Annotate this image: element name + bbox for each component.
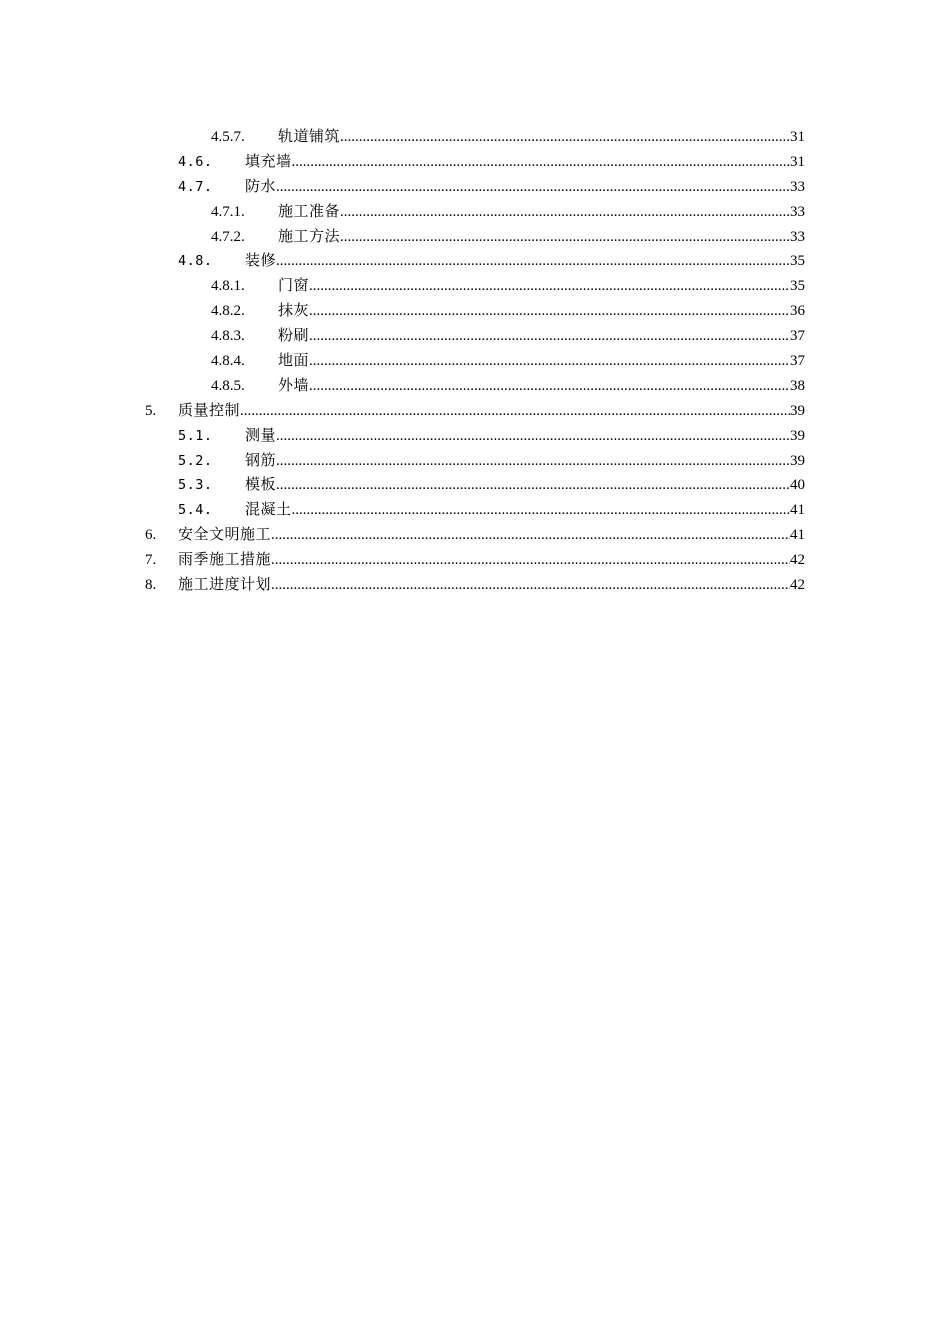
toc-entry-page: 38 — [790, 377, 805, 394]
toc-dot-leader — [309, 299, 790, 324]
toc-entry-number: 5.3. — [178, 477, 213, 494]
toc-entry-4-8-3[interactable] — [0, 324, 950, 349]
toc-entry-title: 抹灰 — [278, 303, 310, 320]
toc-entry-number: 5. — [145, 402, 157, 419]
toc-entry-title: 钢筋 — [245, 452, 277, 469]
toc-entry-title: 外墙 — [278, 377, 310, 394]
table-of-contents — [0, 125, 950, 598]
toc-entry-4-6[interactable] — [0, 150, 950, 175]
toc-entry-title: 粉刷 — [278, 328, 310, 345]
toc-entry-page: 41 — [790, 502, 805, 519]
toc-entry-body — [245, 249, 805, 274]
toc-entry-page: 33 — [790, 178, 805, 195]
toc-entry-body — [245, 449, 805, 474]
toc-entry-8[interactable] — [0, 573, 950, 598]
toc-dot-leader — [271, 548, 790, 573]
toc-dot-leader — [276, 249, 790, 274]
toc-entry-number: 4.8.2. — [211, 303, 245, 320]
toc-entry-page: 31 — [790, 129, 805, 145]
toc-dot-leader — [292, 150, 790, 175]
toc-entry-title: 门窗 — [278, 278, 310, 295]
toc-entry-title: 雨季施工措施 — [178, 552, 272, 569]
toc-entry-4-7[interactable] — [0, 175, 950, 200]
toc-entry-body — [278, 225, 805, 250]
toc-entry-number: 5.4. — [178, 502, 213, 519]
toc-entry-5[interactable] — [0, 399, 950, 424]
toc-entry-5-2[interactable] — [0, 449, 950, 474]
toc-entry-page: 31 — [790, 153, 805, 170]
toc-entry-number: 6. — [145, 527, 157, 544]
toc-dot-leader — [340, 125, 790, 150]
toc-dot-leader — [271, 573, 790, 598]
toc-dot-leader — [276, 449, 790, 474]
toc-dot-leader — [340, 200, 790, 225]
toc-dot-leader — [276, 175, 790, 200]
toc-entry-title: 装修 — [245, 253, 277, 270]
toc-entry-page: 41 — [790, 527, 805, 544]
toc-entry-title: 混凝土 — [245, 502, 292, 519]
toc-entry-page: 33 — [790, 203, 805, 220]
toc-entry-page: 42 — [790, 577, 805, 594]
toc-entry-body — [245, 498, 805, 523]
toc-entry-number: 8. — [145, 577, 157, 594]
toc-entry-number: 4.7.1. — [211, 203, 245, 220]
toc-dot-leader — [309, 349, 790, 374]
toc-dot-leader — [276, 424, 790, 449]
toc-entry-title: 测量 — [245, 427, 277, 444]
toc-entry-4-5-7[interactable] — [0, 125, 950, 150]
toc-entry-number: 4.8.5. — [211, 377, 245, 394]
toc-entry-body — [278, 200, 805, 225]
toc-dot-leader — [271, 523, 790, 548]
toc-entry-7[interactable] — [0, 548, 950, 573]
toc-entry-body — [278, 374, 805, 399]
toc-entry-body — [245, 150, 805, 175]
toc-entry-number: 4.5.7. — [211, 129, 245, 145]
toc-entry-4-8-2[interactable] — [0, 299, 950, 324]
toc-entry-page: 39 — [790, 427, 805, 444]
toc-entry-title: 质量控制 — [178, 402, 241, 419]
toc-entry-page: 39 — [790, 402, 805, 419]
toc-entry-page: 37 — [790, 328, 805, 345]
toc-entry-page: 35 — [790, 278, 805, 295]
toc-entry-number: 4.6. — [178, 153, 213, 170]
toc-entry-4-8-1[interactable] — [0, 274, 950, 299]
toc-entry-body — [245, 473, 805, 498]
toc-entry-title: 施工准备 — [278, 203, 341, 220]
toc-entry-body — [178, 573, 805, 598]
toc-dot-leader — [292, 498, 790, 523]
toc-entry-page: 40 — [790, 477, 805, 494]
toc-entry-body — [178, 548, 805, 573]
toc-entry-number: 7. — [145, 552, 157, 569]
toc-entry-number: 5.2. — [178, 452, 213, 469]
toc-dot-leader — [340, 225, 790, 250]
toc-entry-title: 施工进度计划 — [178, 577, 272, 594]
toc-entry-body — [245, 424, 805, 449]
toc-entry-title: 安全文明施工 — [178, 527, 272, 544]
toc-entry-4-8[interactable] — [0, 249, 950, 274]
toc-entry-5-1[interactable] — [0, 424, 950, 449]
toc-entry-page: 39 — [790, 452, 805, 469]
toc-entry-6[interactable] — [0, 523, 950, 548]
toc-entry-page: 33 — [790, 228, 805, 245]
toc-entry-body — [278, 125, 805, 150]
toc-entry-title: 模板 — [245, 477, 277, 494]
toc-dot-leader — [309, 374, 790, 399]
toc-entry-number: 4.8.4. — [211, 353, 245, 370]
toc-entry-4-8-5[interactable] — [0, 374, 950, 399]
toc-entry-body — [278, 299, 805, 324]
toc-entry-body — [278, 349, 805, 374]
toc-entry-number: 4.7. — [178, 178, 213, 195]
toc-entry-body — [278, 274, 805, 299]
toc-entry-body — [278, 324, 805, 349]
toc-entry-4-7-2[interactable] — [0, 225, 950, 250]
toc-entry-number: 4.7.2. — [211, 228, 245, 245]
toc-entry-title: 轨道铺筑 — [278, 129, 341, 145]
toc-entry-title: 地面 — [278, 353, 310, 370]
toc-entry-title: 防水 — [245, 178, 277, 195]
toc-entry-number: 4.8. — [178, 253, 213, 270]
toc-entry-page: 35 — [790, 253, 805, 270]
toc-entry-4-8-4[interactable] — [0, 349, 950, 374]
toc-entry-page: 42 — [790, 552, 805, 569]
toc-entry-4-7-1[interactable] — [0, 200, 950, 225]
toc-entry-title: 施工方法 — [278, 228, 341, 245]
toc-dot-leader — [309, 274, 790, 299]
toc-entry-page: 36 — [790, 303, 805, 320]
toc-dot-leader — [276, 473, 790, 498]
toc-entry-5-4[interactable] — [0, 498, 950, 523]
toc-entry-body — [245, 175, 805, 200]
toc-entry-title: 填充墙 — [245, 153, 292, 170]
toc-entry-body — [178, 523, 805, 548]
toc-dot-leader — [240, 399, 790, 424]
toc-entry-body — [178, 399, 805, 424]
toc-entry-5-3[interactable] — [0, 473, 950, 498]
toc-entry-number: 4.8.1. — [211, 278, 245, 295]
toc-dot-leader — [309, 324, 790, 349]
toc-entry-number: 4.8.3. — [211, 328, 245, 345]
toc-entry-page: 37 — [790, 353, 805, 370]
toc-entry-number: 5.1. — [178, 427, 213, 444]
